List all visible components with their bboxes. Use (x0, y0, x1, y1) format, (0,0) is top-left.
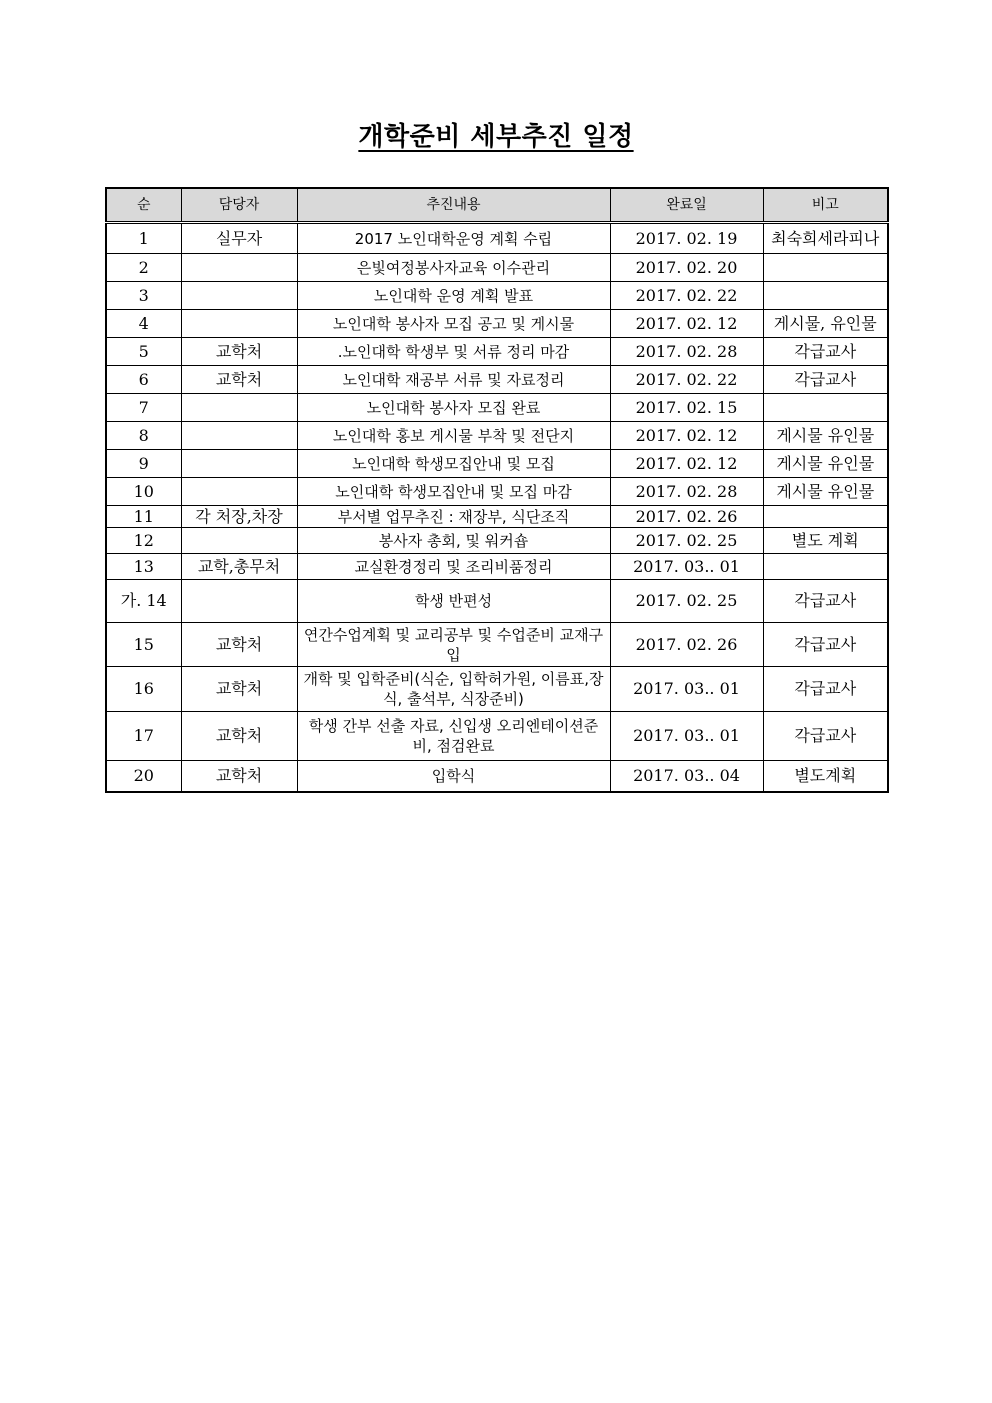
row-note-cell (763, 394, 888, 422)
row-no-cell: 20 (106, 761, 181, 792)
row-no-cell: 11 (106, 506, 181, 528)
row-note-cell: 각급교사 (763, 366, 888, 394)
row-note-cell (763, 282, 888, 310)
row-due-cell: 2017. 02. 12 (610, 450, 763, 478)
row-due-cell: 2017. 02. 28 (610, 478, 763, 506)
row-content-cell: 노인대학 봉사자 모집 공고 및 게시물 (297, 310, 610, 338)
schedule-table (105, 187, 889, 793)
row-due-cell: 2017. 02. 25 (610, 580, 763, 623)
row-owner-cell (181, 528, 297, 554)
table-row (106, 761, 888, 792)
document-title-text: 개학준비 세부추진 일정 (358, 122, 634, 152)
row-due-cell: 2017. 02. 25 (610, 528, 763, 554)
row-content-cell: 노인대학 학생모집안내 및 모집 (297, 450, 610, 478)
table-row (106, 338, 888, 366)
row-due-cell: 2017. 02. 22 (610, 282, 763, 310)
row-no-cell: 17 (106, 712, 181, 761)
row-no-cell: 2 (106, 254, 181, 282)
row-owner-cell (181, 422, 297, 450)
row-content-cell: 노인대학 재공부 서류 및 자료정리 (297, 366, 610, 394)
row-no-cell: 5 (106, 338, 181, 366)
row-no-cell: 1 (106, 223, 181, 254)
row-content-cell: 2017 노인대학운영 계획 수립 (297, 223, 610, 254)
row-owner-cell (181, 580, 297, 623)
table-row (106, 223, 888, 254)
row-content-cell: 노인대학 봉사자 모집 완료 (297, 394, 610, 422)
row-note-cell: 게시물 유인물 (763, 450, 888, 478)
table-row (106, 422, 888, 450)
row-note-cell (763, 254, 888, 282)
row-note-cell: 게시물 유인물 (763, 422, 888, 450)
row-due-cell: 2017. 03.. 04 (610, 761, 763, 792)
row-content-cell: 노인대학 학생모집안내 및 모집 마감 (297, 478, 610, 506)
row-note-cell: 각급교사 (763, 712, 888, 761)
row-content-cell: 봉사자 총회, 및 워커숍 (297, 528, 610, 554)
schedule-table-header (106, 188, 888, 223)
header-owner: 담당자 (181, 188, 297, 223)
row-owner-cell: 교학처 (181, 667, 297, 712)
table-row (106, 310, 888, 338)
row-due-cell: 2017. 02. 19 (610, 223, 763, 254)
row-owner-cell (181, 450, 297, 478)
row-owner-cell (181, 282, 297, 310)
row-note-cell: 별도 계획 (763, 528, 888, 554)
row-note-cell: 최숙희세라피나 (763, 223, 888, 254)
header-row (106, 188, 888, 223)
row-content-cell: 노인대학 운영 계획 발표 (297, 282, 610, 310)
table-row (106, 712, 888, 761)
row-owner-cell: 교학처 (181, 623, 297, 667)
row-due-cell: 2017. 03.. 01 (610, 712, 763, 761)
document-title (0, 116, 992, 153)
row-owner-cell (181, 478, 297, 506)
row-due-cell: 2017. 02. 26 (610, 623, 763, 667)
row-note-cell: 각급교사 (763, 667, 888, 712)
table-row (106, 623, 888, 667)
row-owner-cell: 교학처 (181, 761, 297, 792)
row-note-cell (763, 506, 888, 528)
table-row (106, 450, 888, 478)
row-due-cell: 2017. 02. 12 (610, 422, 763, 450)
row-note-cell: 각급교사 (763, 623, 888, 667)
row-no-cell: 6 (106, 366, 181, 394)
row-note-cell: 별도계획 (763, 761, 888, 792)
table-row (106, 667, 888, 712)
table-row (106, 528, 888, 554)
row-due-cell: 2017. 02. 22 (610, 366, 763, 394)
row-note-cell: 게시물, 유인물 (763, 310, 888, 338)
table-row (106, 506, 888, 528)
row-no-cell: 4 (106, 310, 181, 338)
row-content-cell: 교실환경정리 및 조리비품정리 (297, 554, 610, 580)
row-no-cell: 7 (106, 394, 181, 422)
row-no-cell: 8 (106, 422, 181, 450)
table-row (106, 554, 888, 580)
table-row (106, 478, 888, 506)
row-no-cell: 가. 14 (106, 580, 181, 623)
row-note-cell: 각급교사 (763, 580, 888, 623)
header-no: 순 (106, 188, 181, 223)
row-content-cell: 노인대학 홍보 게시물 부착 및 전단지 (297, 422, 610, 450)
row-owner-cell: 실무자 (181, 223, 297, 254)
row-no-cell: 9 (106, 450, 181, 478)
row-no-cell: 10 (106, 478, 181, 506)
row-due-cell: 2017. 02. 26 (610, 506, 763, 528)
row-owner-cell: 각 처장,차장 (181, 506, 297, 528)
row-no-cell: 12 (106, 528, 181, 554)
row-due-cell: 2017. 02. 20 (610, 254, 763, 282)
header-note: 비고 (763, 188, 888, 223)
row-due-cell: 2017. 03.. 01 (610, 667, 763, 712)
table-row (106, 366, 888, 394)
row-content-cell: 입학식 (297, 761, 610, 792)
row-content-cell: .노인대학 학생부 및 서류 정리 마감 (297, 338, 610, 366)
header-due: 완료일 (610, 188, 763, 223)
row-note-cell (763, 554, 888, 580)
table-row (106, 282, 888, 310)
row-note-cell: 각급교사 (763, 338, 888, 366)
row-owner-cell: 교학,총무처 (181, 554, 297, 580)
row-due-cell: 2017. 02. 12 (610, 310, 763, 338)
row-due-cell: 2017. 03.. 01 (610, 554, 763, 580)
table-row (106, 254, 888, 282)
schedule-table-body (106, 223, 888, 792)
row-no-cell: 16 (106, 667, 181, 712)
table-row (106, 580, 888, 623)
row-no-cell: 3 (106, 282, 181, 310)
row-no-cell: 13 (106, 554, 181, 580)
row-owner-cell: 교학처 (181, 712, 297, 761)
row-owner-cell: 교학처 (181, 366, 297, 394)
row-owner-cell (181, 254, 297, 282)
row-content-cell: 은빛여정봉사자교육 이수관리 (297, 254, 610, 282)
header-content: 추진내용 (297, 188, 610, 223)
row-content-cell: 부서별 업무추진 : 재장부, 식단조직 (297, 506, 610, 528)
row-no-cell: 15 (106, 623, 181, 667)
row-content-cell: 연간수업계획 및 교리공부 및 수업준비 교재구입 (297, 623, 610, 667)
row-owner-cell: 교학처 (181, 338, 297, 366)
row-content-cell: 학생 반편성 (297, 580, 610, 623)
table-row (106, 394, 888, 422)
row-note-cell: 게시물 유인물 (763, 478, 888, 506)
row-due-cell: 2017. 02. 15 (610, 394, 763, 422)
row-content-cell: 학생 간부 선출 자료, 신입생 오리엔테이션준비, 점검완료 (297, 712, 610, 761)
row-due-cell: 2017. 02. 28 (610, 338, 763, 366)
row-owner-cell (181, 394, 297, 422)
row-content-cell: 개학 및 입학준비(식순, 입학허가원, 이름표,장식, 출석부, 식장준비) (297, 667, 610, 712)
row-owner-cell (181, 310, 297, 338)
